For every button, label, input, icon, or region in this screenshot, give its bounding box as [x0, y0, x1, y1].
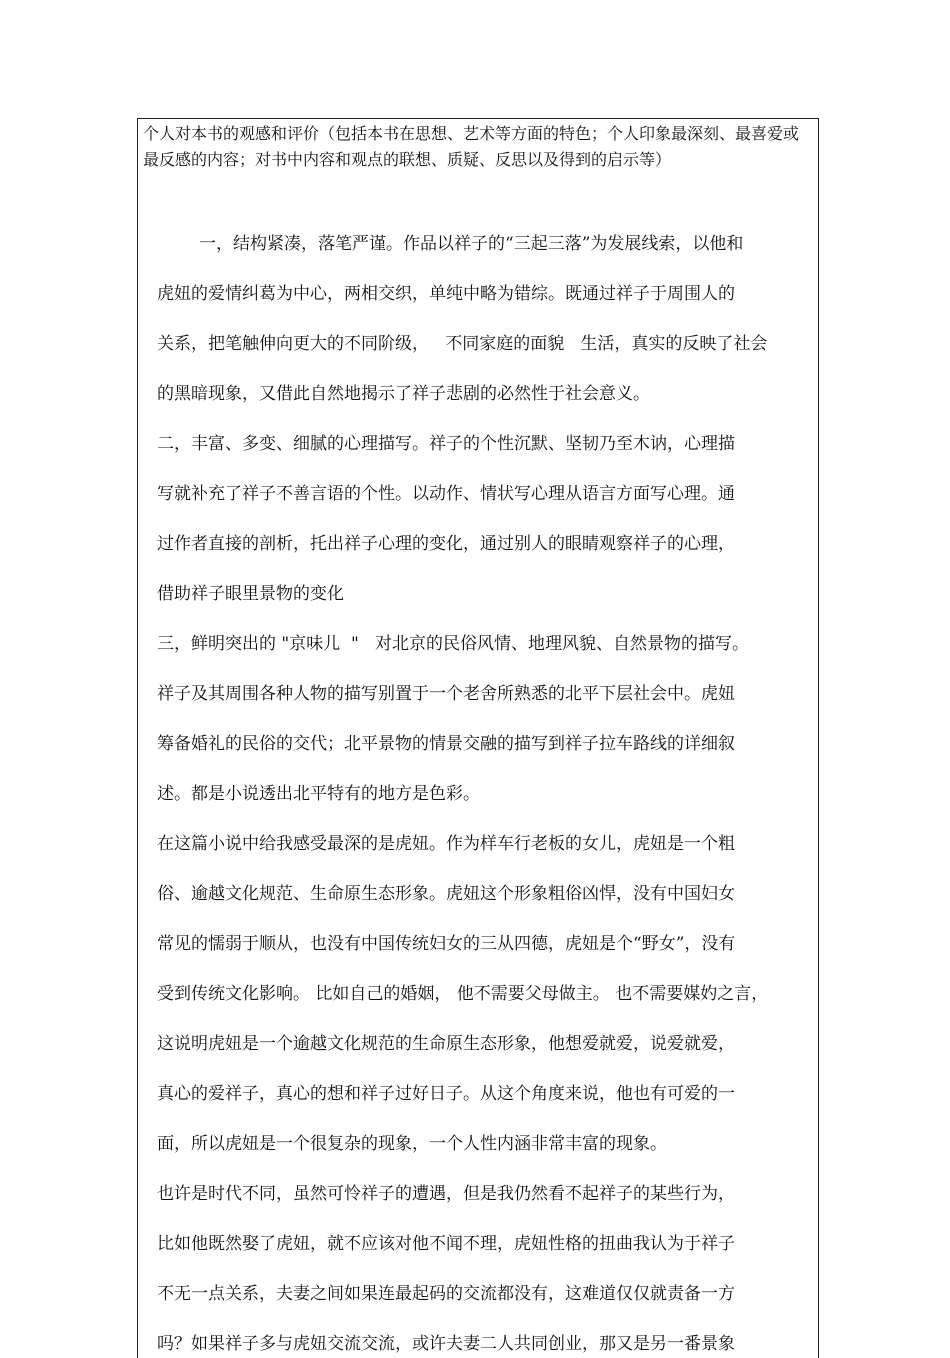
text-line: 也许是时代不同，虽然可怜祥子的遭遇，但是我仍然看不起祥子的某些行为， — [157, 1184, 735, 1204]
text-line: 比如他既然娶了虎妞，就不应该对他不闻不理，虎妞性格的扭曲我认为于祥子 — [157, 1234, 735, 1254]
text-line: 借助祥子眼里景物的变化 — [157, 584, 344, 604]
text-line: 吗？如果祥子多与虎妞交流交流，或许夫妻二人共同创业，那又是另一番景象 — [157, 1334, 735, 1354]
text-line: 在这篇小说中给我感受最深的是虎妞。作为样车行老板的女儿，虎妞是一个粗 — [157, 834, 735, 854]
text-line: 二，丰富、多变、细腻的心理描写。祥子的个性沉默、坚韧乃至木讷，心理描 — [157, 434, 735, 454]
text-line: 真心的爱祥子，真心的想和祥子过好日子。从这个角度来说，他也有可爱的一 — [157, 1084, 735, 1104]
text-line: 过作者直接的剖析，托出祥子心理的变化，通过别人的眼睛观察祥子的心理， — [157, 534, 735, 554]
text-line: 不无一点关系，夫妻之间如果连最起码的交流都没有，这难道仅仅就责备一方 — [157, 1284, 735, 1304]
text-line: 虎妞的爱情纠葛为中心，两相交织，单纯中略为错综。既通过祥子于周围人的 — [157, 284, 735, 304]
text-line: 写就补充了祥子不善言语的个性。以动作、情状写心理从语言方面写心理。通 — [157, 484, 735, 504]
text-line: 三，鲜明突出的 "京味儿 " 对北京的民俗风情、地理风貌、自然景物的描写。 — [157, 634, 750, 654]
text-line: 这说明虎妞是一个逾越文化规范的生命原生态形象，他想爱就爱，说爱就爱， — [157, 1034, 735, 1054]
section-header: 个人对本书的观感和评价（包括本书在思想、艺术等方面的特色；个人印象最深刻、最喜爱或最反感的内容；对书中内容和观点的联想、质疑、反思以及得到的启示等） — [143, 124, 800, 169]
text-line: 筹备婚礼的民俗的交代；北平景物的情景交融的描写到祥子拉车路线的详细叙 — [157, 734, 735, 754]
text-line: 的黑暗现象，又借此自然地揭示了祥子悲剧的必然性于社会意义。 — [157, 384, 650, 404]
text-line: 关系，把笔触伸向更大的不同阶级， 不同家庭的面貌 生活，真实的反映了社会 — [157, 334, 768, 354]
text-line: 祥子及其周围各种人物的描写别置于一个老舍所熟悉的北平下层社会中。虎妞 — [157, 684, 735, 704]
text-line: 常见的懦弱于顺从，也没有中国传统妇女的三从四德，虎妞是个“野女”，没有 — [157, 934, 736, 954]
text-line: 面，所以虎妞是一个很复杂的现象，一个人性内涵非常丰富的现象。 — [157, 1134, 667, 1154]
text-line: 一，结构紧凑，落笔严谨。作品以祥子的“三起三落”为发展线索，以他和 — [199, 234, 744, 254]
text-line: 述。都是小说透出北平特有的地方是色彩。 — [157, 784, 480, 804]
text-line: 俗、逾越文化规范、生命原生态形象。虎妞这个形象粗俗凶悍，没有中国妇女 — [157, 884, 735, 904]
text-line: 受到传统文化影响。 比如自己的婚姻， 他不需要父母做主。 也不需要媒妁之言， — [157, 984, 769, 1004]
